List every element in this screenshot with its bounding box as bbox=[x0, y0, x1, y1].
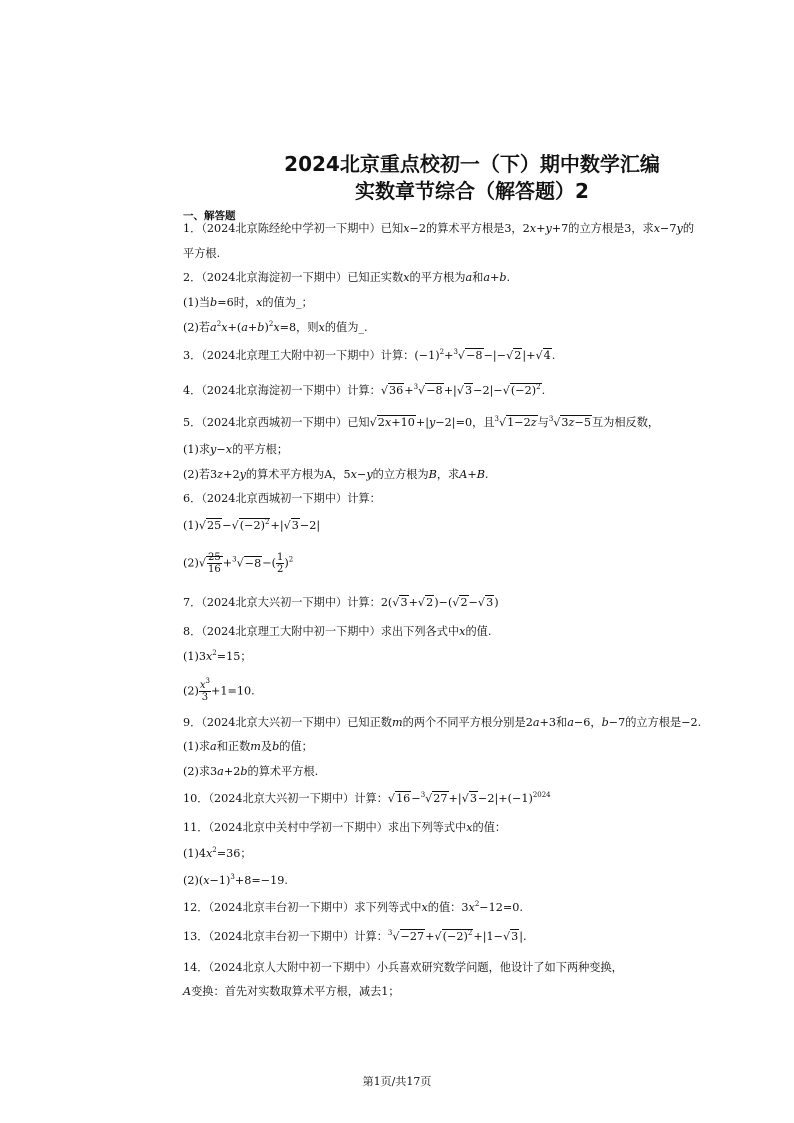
document-subtitle: 实数章节综合（解答题）2 bbox=[355, 179, 589, 203]
question-9: 9．（2024北京大兴初一下期中）已知正数m的两个不同平方根分别是2a+3和a−6，b−7的立方根是−2. bbox=[183, 716, 702, 729]
question-8: 8．（2024北京理工大附中初一下期中）求出下列各式中x的值. bbox=[183, 625, 492, 638]
question-9-part-2: (2)求3a+2b的算术平方根. bbox=[183, 765, 319, 778]
question-8-part-2: (2) $\frac{x^3}{3}$ +1=10. bbox=[183, 677, 255, 703]
question-10: 10．（2024北京大兴初一下期中）计算：$√16-^3√27+|√3-2|+(-1)^{2024}$ bbox=[183, 791, 551, 805]
question-3: 3．（2024北京理工大附中初一下期中）计算：$(-1)^2+^3√-8-|-√2|+√4$. bbox=[183, 348, 556, 362]
question-14-cont: A变换：首先对实数取算术平方根，减去1； bbox=[183, 985, 400, 998]
question-2: 2．（2024北京海淀初一下期中）已知正实数x的平方根为a和a+b. bbox=[183, 271, 511, 284]
question-1-cont: 平方根. bbox=[183, 247, 221, 260]
question-11-part-2: $(2)(x-1)^3+8=-19$. bbox=[183, 873, 288, 887]
question-9-part-1: (1)求a和正数m及b的值； bbox=[183, 740, 313, 753]
section-heading: 一、解答题 bbox=[183, 210, 236, 222]
question-8-part-1: $(1)3x^2=15$； bbox=[183, 649, 252, 663]
question-14: 14．（2024北京人大附中初一下期中）小兵喜欢研究数学问题，他设计了如下两种变换， bbox=[183, 961, 623, 974]
question-1: 1．（2024北京陈经纶中学初一下期中）已知x−2的算术平方根是3，2x+y+7的立方根是3，求x−7y的 bbox=[183, 222, 695, 235]
document-title: 2024北京重点校初一（下）期中数学汇编 bbox=[284, 152, 660, 176]
question-5-part-1: (1)求y−x的平方根； bbox=[183, 443, 289, 456]
question-5-part-2: (2)若3z+2y的算术平方根为A，5x−y的立方根为B，求A+B. bbox=[183, 468, 489, 481]
question-7: 7．（2024北京大兴初一下期中）计算：2(√3+√2)−(√2−√3) bbox=[183, 596, 499, 609]
question-11-part-1: $(1)4x^2=36$； bbox=[183, 846, 252, 860]
question-13: 13．（2024北京丰台初一下期中）计算：$^3√-27+√(-2)^2+|1-√3|$. bbox=[183, 929, 527, 943]
question-6-part-1: $(1)√25-√(-2)^2+|√3-2|$ bbox=[183, 518, 321, 532]
question-6-part-2: (2)√ $\frac{25}{16}$ +$^3$√−8−( $\frac{1}{2}$ )$^2$ bbox=[183, 552, 294, 575]
question-4: 4．（2024北京海淀初一下期中）计算：$√36+^3√-8+|√3-2|-√(-2)^2$. bbox=[183, 383, 546, 397]
question-12: 12．（2024北京丰台初一下期中）求下列等式中x的值：$3x^2-12=0$. bbox=[183, 900, 523, 914]
question-5: 5．（2024北京西城初一下期中）已知√2x+10+|y−2|=0，且$^3$√1−2z与$^3$√3z−5互为相反数， bbox=[183, 415, 660, 429]
question-11: 11．（2024北京中关村中学初一下期中）求出下列等式中x的值： bbox=[183, 821, 507, 834]
page-footer: 第1页/共17页 bbox=[362, 1075, 432, 1088]
question-6: 6．（2024北京西城初一下期中）计算： bbox=[183, 492, 381, 505]
question-2-part-1: (1)当b=6时，x的值为_； bbox=[183, 296, 313, 309]
question-2-part-2: (2)若$a^2x+(a+b)^2x=8$，则x的值为_. bbox=[183, 320, 368, 334]
